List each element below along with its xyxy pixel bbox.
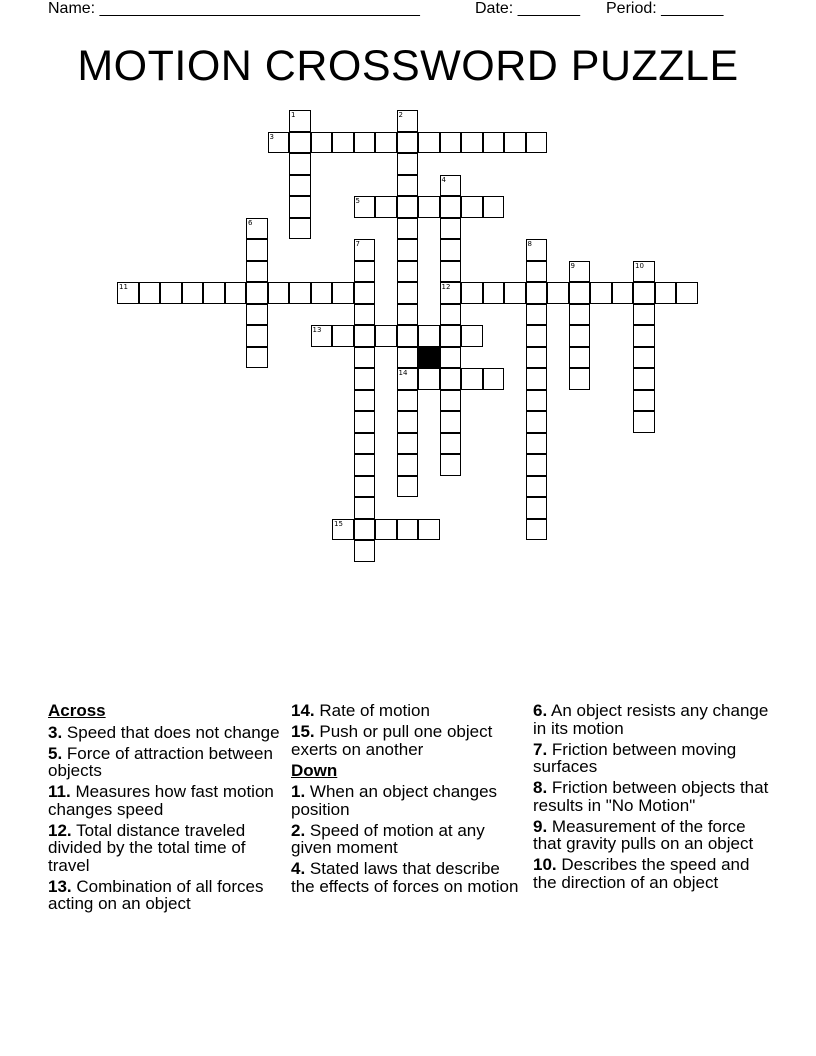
grid-cell[interactable] <box>418 368 440 390</box>
grid-cell[interactable] <box>268 132 290 154</box>
grid-cell[interactable] <box>375 132 397 154</box>
grid-cell[interactable] <box>397 239 419 261</box>
grid-cell[interactable] <box>461 132 483 154</box>
grid-cell[interactable] <box>526 368 548 390</box>
clue-text: Friction between objects that results in "No Motion" <box>533 778 769 815</box>
clue-number: 4 <box>441 175 446 184</box>
grid-cell[interactable] <box>569 282 591 304</box>
clue-number: 6 <box>248 218 253 227</box>
grid-cell[interactable] <box>397 325 419 347</box>
grid-cell[interactable] <box>354 476 376 498</box>
grid-cell[interactable] <box>440 239 462 261</box>
down-clue-list <box>291 783 523 895</box>
grid-cell[interactable] <box>418 196 440 218</box>
grid-cell[interactable] <box>633 390 655 412</box>
clues-column-2 <box>291 702 523 899</box>
grid-cell[interactable] <box>354 368 376 390</box>
across-clue-list-continued <box>291 702 523 758</box>
grid-cell[interactable] <box>483 196 505 218</box>
grid-cell[interactable] <box>461 368 483 390</box>
grid-cell[interactable] <box>461 282 483 304</box>
clue-item <box>291 723 523 758</box>
clue-number: 3 <box>269 132 274 141</box>
clue-text: Describes the speed and the direction of an object <box>533 855 750 892</box>
grid-cell[interactable] <box>354 261 376 283</box>
grid-cell[interactable] <box>526 519 548 541</box>
grid-cell[interactable] <box>311 132 333 154</box>
grid-cell[interactable] <box>397 175 419 197</box>
grid-cell[interactable] <box>633 282 655 304</box>
grid-cell[interactable] <box>182 282 204 304</box>
grid-cell[interactable] <box>569 304 591 326</box>
clue-number: 12 <box>441 283 451 291</box>
grid-cell[interactable] <box>655 282 677 304</box>
clue-number: 5 <box>355 197 360 205</box>
grid-cell[interactable] <box>354 347 376 369</box>
clue-text: Rate of motion <box>319 701 430 720</box>
clue-number: 15. <box>291 722 315 741</box>
grid-cell[interactable] <box>397 519 419 541</box>
grid-cell[interactable] <box>354 282 376 304</box>
clue-text: When an object changes position <box>291 782 498 819</box>
clue-item <box>533 856 769 891</box>
grid-cell[interactable] <box>117 282 139 304</box>
grid-cell[interactable] <box>354 454 376 476</box>
grid-cell[interactable] <box>289 218 311 240</box>
black-grid-cell <box>418 347 440 369</box>
grid-cell[interactable] <box>354 519 376 541</box>
grid-cell[interactable] <box>440 454 462 476</box>
grid-cell[interactable] <box>569 325 591 347</box>
grid-cell[interactable] <box>590 282 612 304</box>
clue-number: 14. <box>291 701 315 720</box>
grid-cell[interactable] <box>375 325 397 347</box>
grid-cell[interactable] <box>332 282 354 304</box>
clues-column-1 <box>48 702 286 916</box>
grid-cell[interactable] <box>526 390 548 412</box>
grid-cell[interactable] <box>332 325 354 347</box>
clue-text: Combination of all forces acting on an object <box>48 876 264 913</box>
grid-cell[interactable] <box>440 175 462 197</box>
grid-cell[interactable] <box>139 282 161 304</box>
grid-cell[interactable] <box>440 433 462 455</box>
grid-cell[interactable] <box>397 476 419 498</box>
grid-cell[interactable] <box>440 390 462 412</box>
clue-number: 9 <box>570 261 575 270</box>
grid-cell[interactable] <box>397 433 419 455</box>
grid-cell[interactable] <box>225 282 247 304</box>
clue-number: 6. <box>533 701 548 720</box>
grid-cell[interactable] <box>289 196 311 218</box>
clue-item <box>533 741 769 776</box>
grid-cell[interactable] <box>289 110 311 132</box>
grid-cell[interactable] <box>483 132 505 154</box>
clue-number: 2. <box>291 820 306 840</box>
grid-cell[interactable] <box>526 347 548 369</box>
grid-cell[interactable] <box>397 282 419 304</box>
clue-number: 4. <box>291 859 306 878</box>
grid-cell[interactable] <box>397 304 419 326</box>
grid-cell[interactable] <box>354 433 376 455</box>
grid-cell[interactable] <box>246 239 268 261</box>
grid-cell[interactable] <box>397 153 419 175</box>
grid-cell[interactable] <box>526 454 548 476</box>
grid-cell[interactable] <box>289 153 311 175</box>
grid-cell[interactable] <box>354 132 376 154</box>
grid-cell[interactable] <box>440 132 462 154</box>
clue-number: 9. <box>533 816 548 836</box>
grid-cell[interactable] <box>311 282 333 304</box>
clue-item <box>48 724 286 742</box>
grid-cell[interactable] <box>526 411 548 433</box>
clue-number: 8. <box>533 778 548 797</box>
grid-cell[interactable] <box>246 261 268 283</box>
grid-cell[interactable] <box>418 519 440 541</box>
clue-item <box>291 702 523 720</box>
clue-number: 11 <box>119 283 128 291</box>
grid-cell[interactable] <box>526 433 548 455</box>
grid-cell[interactable] <box>440 325 462 347</box>
clue-number: 11. <box>48 782 71 801</box>
grid-cell[interactable] <box>203 282 225 304</box>
grid-cell[interactable] <box>633 304 655 326</box>
clue-item <box>48 878 286 913</box>
grid-cell[interactable] <box>397 368 419 390</box>
clue-number: 13. <box>48 876 72 896</box>
clue-number: 14 <box>398 369 408 377</box>
period-field[interactable]: Period: _______ <box>606 0 724 17</box>
grid-cell[interactable] <box>397 347 419 369</box>
grid-cell[interactable] <box>526 132 548 154</box>
clue-text: Friction between moving surfaces <box>533 739 737 776</box>
grid-cell[interactable] <box>397 411 419 433</box>
clue-number: 12. <box>48 820 72 840</box>
clue-text: Total distance traveled divided by the total time of travel <box>48 820 246 875</box>
grid-cell[interactable] <box>504 132 526 154</box>
grid-cell[interactable] <box>483 368 505 390</box>
grid-cell[interactable] <box>375 196 397 218</box>
grid-cell[interactable] <box>633 325 655 347</box>
grid-cell[interactable] <box>569 368 591 390</box>
clue-text: Measurement of the force that gravity pulls on an object <box>533 816 754 853</box>
grid-cell[interactable] <box>289 175 311 197</box>
clue-text: Push or pull one object exerts on another <box>291 722 493 759</box>
clue-number: 13 <box>312 326 322 334</box>
grid-cell[interactable] <box>526 304 548 326</box>
across-clue-list <box>48 724 286 913</box>
grid-cell[interactable] <box>397 196 419 218</box>
clue-number: 10 <box>635 261 644 270</box>
grid-cell[interactable] <box>440 411 462 433</box>
clue-text: Measures how fast motion changes speed <box>48 782 274 819</box>
grid-cell[interactable] <box>526 282 548 304</box>
clue-text: Speed that does not change <box>66 722 280 742</box>
grid-cell[interactable] <box>354 325 376 347</box>
grid-cell[interactable] <box>375 519 397 541</box>
grid-cell[interactable] <box>354 239 376 261</box>
grid-cell[interactable] <box>354 196 376 218</box>
down-heading: Down <box>291 760 338 780</box>
clue-number: 15 <box>334 519 343 528</box>
clue-item <box>291 822 523 857</box>
grid-cell[interactable] <box>397 261 419 283</box>
clue-number: 1 <box>291 111 296 119</box>
date-field[interactable]: Date: _______ <box>475 0 580 17</box>
grid-cell[interactable] <box>461 325 483 347</box>
grid-cell[interactable] <box>483 282 505 304</box>
clue-number: 1. <box>291 782 306 801</box>
grid-cell[interactable] <box>397 390 419 412</box>
crossword-grid <box>117 110 701 566</box>
grid-cell[interactable] <box>160 282 182 304</box>
grid-cell[interactable] <box>246 282 268 304</box>
grid-cell[interactable] <box>397 454 419 476</box>
grid-cell[interactable] <box>397 132 419 154</box>
grid-cell[interactable] <box>612 282 634 304</box>
clue-text: Force of attraction between objects <box>48 743 273 780</box>
grid-cell[interactable] <box>246 304 268 326</box>
grid-cell[interactable] <box>354 411 376 433</box>
grid-cell[interactable] <box>246 347 268 369</box>
grid-cell[interactable] <box>633 347 655 369</box>
clue-item <box>48 822 286 875</box>
grid-cell[interactable] <box>461 196 483 218</box>
grid-cell[interactable] <box>440 261 462 283</box>
grid-cell[interactable] <box>526 476 548 498</box>
grid-cell[interactable] <box>354 540 376 562</box>
clue-text: An object resists any change in its motion <box>533 701 769 738</box>
clue-item <box>533 702 769 737</box>
grid-cell[interactable] <box>311 325 333 347</box>
grid-cell[interactable] <box>397 218 419 240</box>
clue-number: 7 <box>355 240 360 248</box>
grid-cell[interactable] <box>332 519 354 541</box>
clue-number: 3. <box>48 722 63 742</box>
clue-item <box>48 745 286 780</box>
grid-cell[interactable] <box>440 347 462 369</box>
clue-number: 7. <box>533 739 548 759</box>
grid-cell[interactable] <box>504 282 526 304</box>
name-field[interactable]: Name: ____________________________________ <box>48 0 420 17</box>
grid-cell[interactable] <box>526 497 548 519</box>
grid-cell[interactable] <box>418 132 440 154</box>
grid-cell[interactable] <box>440 368 462 390</box>
down-clue-list-continued <box>533 702 769 891</box>
student-info-header <box>48 0 768 20</box>
across-heading: Across <box>48 701 106 720</box>
grid-cell[interactable] <box>676 282 698 304</box>
grid-cell[interactable] <box>526 325 548 347</box>
grid-cell[interactable] <box>354 390 376 412</box>
clue-item <box>291 860 523 895</box>
grid-cell[interactable] <box>354 304 376 326</box>
grid-cell[interactable] <box>289 282 311 304</box>
clue-item <box>291 783 523 818</box>
grid-cell[interactable] <box>569 347 591 369</box>
grid-cell[interactable] <box>440 304 462 326</box>
clue-item <box>533 818 769 853</box>
grid-cell[interactable] <box>440 196 462 218</box>
grid-cell[interactable] <box>633 411 655 433</box>
clues-column-3 <box>533 702 769 895</box>
grid-cell[interactable] <box>547 282 569 304</box>
clue-number: 2 <box>398 111 403 119</box>
grid-cell[interactable] <box>440 218 462 240</box>
clue-number: 5. <box>48 743 63 763</box>
clue-text: Stated laws that describe the effects of forces on motion <box>291 859 519 896</box>
clue-item <box>48 783 286 818</box>
grid-cell[interactable] <box>397 110 419 132</box>
grid-cell[interactable] <box>268 282 290 304</box>
page-title: MOTION CROSSWORD PUZZLE <box>77 42 739 90</box>
grid-cell[interactable] <box>440 282 462 304</box>
grid-cell[interactable] <box>633 261 655 283</box>
grid-cell[interactable] <box>418 325 440 347</box>
grid-cell[interactable] <box>526 261 548 283</box>
clue-number: 10. <box>533 855 557 874</box>
grid-cell[interactable] <box>569 261 591 283</box>
grid-cell[interactable] <box>289 132 311 154</box>
grid-cell[interactable] <box>246 218 268 240</box>
grid-cell[interactable] <box>633 368 655 390</box>
clue-text: Speed of motion at any given moment <box>291 820 485 857</box>
clue-item <box>533 779 769 814</box>
grid-cell[interactable] <box>332 132 354 154</box>
grid-cell[interactable] <box>354 497 376 519</box>
clue-number: 8 <box>527 240 532 248</box>
grid-cell[interactable] <box>526 239 548 261</box>
grid-cell[interactable] <box>246 325 268 347</box>
